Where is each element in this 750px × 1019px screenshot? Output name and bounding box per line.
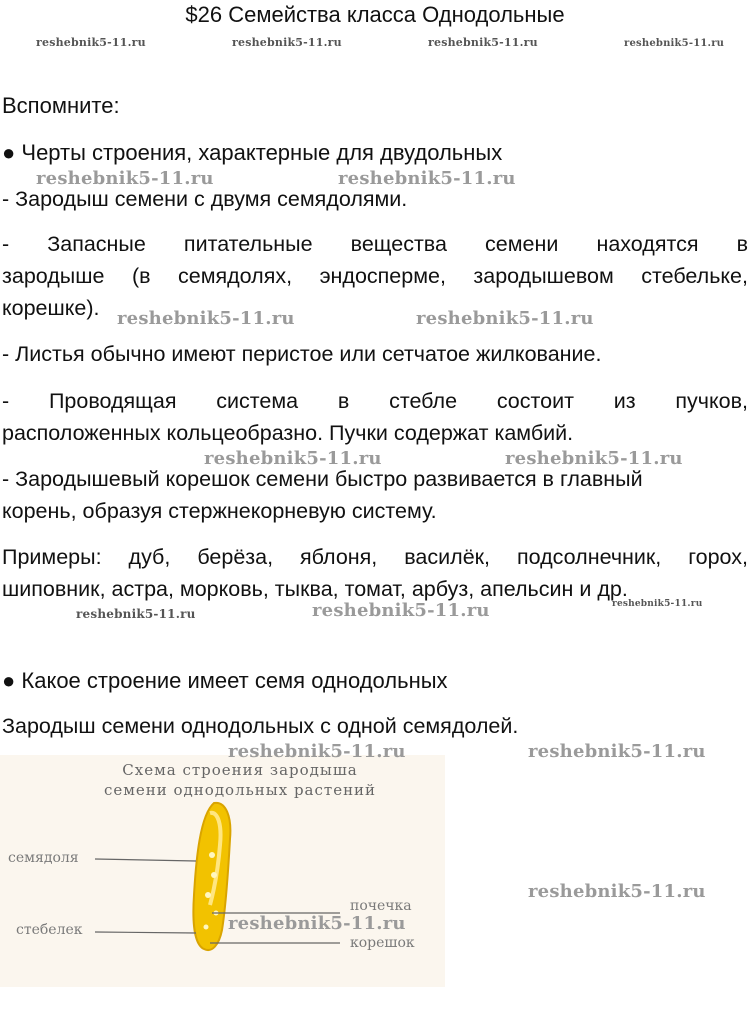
text-line: - Проводящая система в стебле состоит из пучков,: [2, 389, 748, 413]
watermark: reshebnik5-11.ru: [428, 36, 538, 49]
stem-pointer: [95, 932, 196, 933]
remember-heading: Вспомните:: [2, 93, 120, 118]
text-line: - Листья обычно имеют перистое или сетчатое жилкование.: [2, 342, 602, 366]
root-label: корешок: [350, 935, 415, 951]
embryo-dot: [205, 892, 211, 898]
watermark: reshebnik5-11.ru: [338, 168, 516, 189]
text-line: расположенных кольцеобразно. Пучки содержат камбий.: [2, 421, 574, 445]
embryo-dot: [211, 872, 217, 878]
watermark: reshebnik5-11.ru: [232, 36, 342, 49]
text-line: - Зародышевый корешок семени быстро развивается в главный: [2, 467, 643, 491]
watermark: reshebnik5-11.ru: [416, 308, 594, 329]
watermark: reshebnik5-11.ru: [612, 599, 703, 609]
seed-embryo-figure: [0, 755, 445, 987]
bud-label: почечка: [350, 898, 412, 914]
text-line: зародыше (в семядолях, эндосперме, зародышевом стебельке,: [2, 264, 748, 288]
embryo-dot: [209, 852, 215, 858]
section-heading: ● Какое строение имеет семя однодольных: [2, 668, 448, 693]
watermark: reshebnik5-11.ru: [76, 607, 196, 621]
text-line: Зародыш семени однодольных с одной семядолей.: [2, 714, 519, 738]
watermark: reshebnik5-11.ru: [624, 38, 725, 49]
watermark: reshebnik5-11.ru: [228, 913, 406, 934]
watermark: reshebnik5-11.ru: [36, 168, 214, 189]
text-line: Примеры: дуб, берёза, яблоня, василёк, подсолнечник, горох,: [2, 545, 748, 569]
watermark: reshebnik5-11.ru: [204, 448, 382, 469]
watermark: reshebnik5-11.ru: [36, 36, 146, 49]
stem-label: стебелек: [16, 922, 83, 938]
text-line: корень, образуя стержнекорневую систему.: [2, 499, 437, 523]
watermark: reshebnik5-11.ru: [505, 448, 683, 469]
watermark: reshebnik5-11.ru: [117, 308, 295, 329]
page-title: $26 Семейства класса Однодольные: [185, 2, 565, 27]
figure-caption: Схема строения зародыша: [122, 761, 358, 779]
text-line: корешке).: [2, 296, 100, 320]
cotyledon-pointer: [95, 859, 196, 861]
cotyledon-label: семядоля: [8, 850, 79, 866]
text-line: - Запасные питательные вещества семени находятся в: [2, 232, 748, 256]
embryo-dot: [204, 925, 209, 930]
text-line: - Зародыш семени с двумя семядолями.: [2, 187, 408, 211]
watermark: reshebnik5-11.ru: [228, 741, 406, 762]
watermark: reshebnik5-11.ru: [528, 881, 706, 902]
text-line: шиповник, астра, морковь, тыква, томат, арбуз, апельсин и др.: [2, 577, 628, 601]
figure-caption: семени однодольных растений: [103, 781, 377, 799]
watermark: reshebnik5-11.ru: [528, 741, 706, 762]
embryo-diagram: [0, 755, 445, 987]
watermark: reshebnik5-11.ru: [312, 600, 490, 621]
section-heading: ● Черты строения, характерные для двудольных: [2, 140, 503, 165]
